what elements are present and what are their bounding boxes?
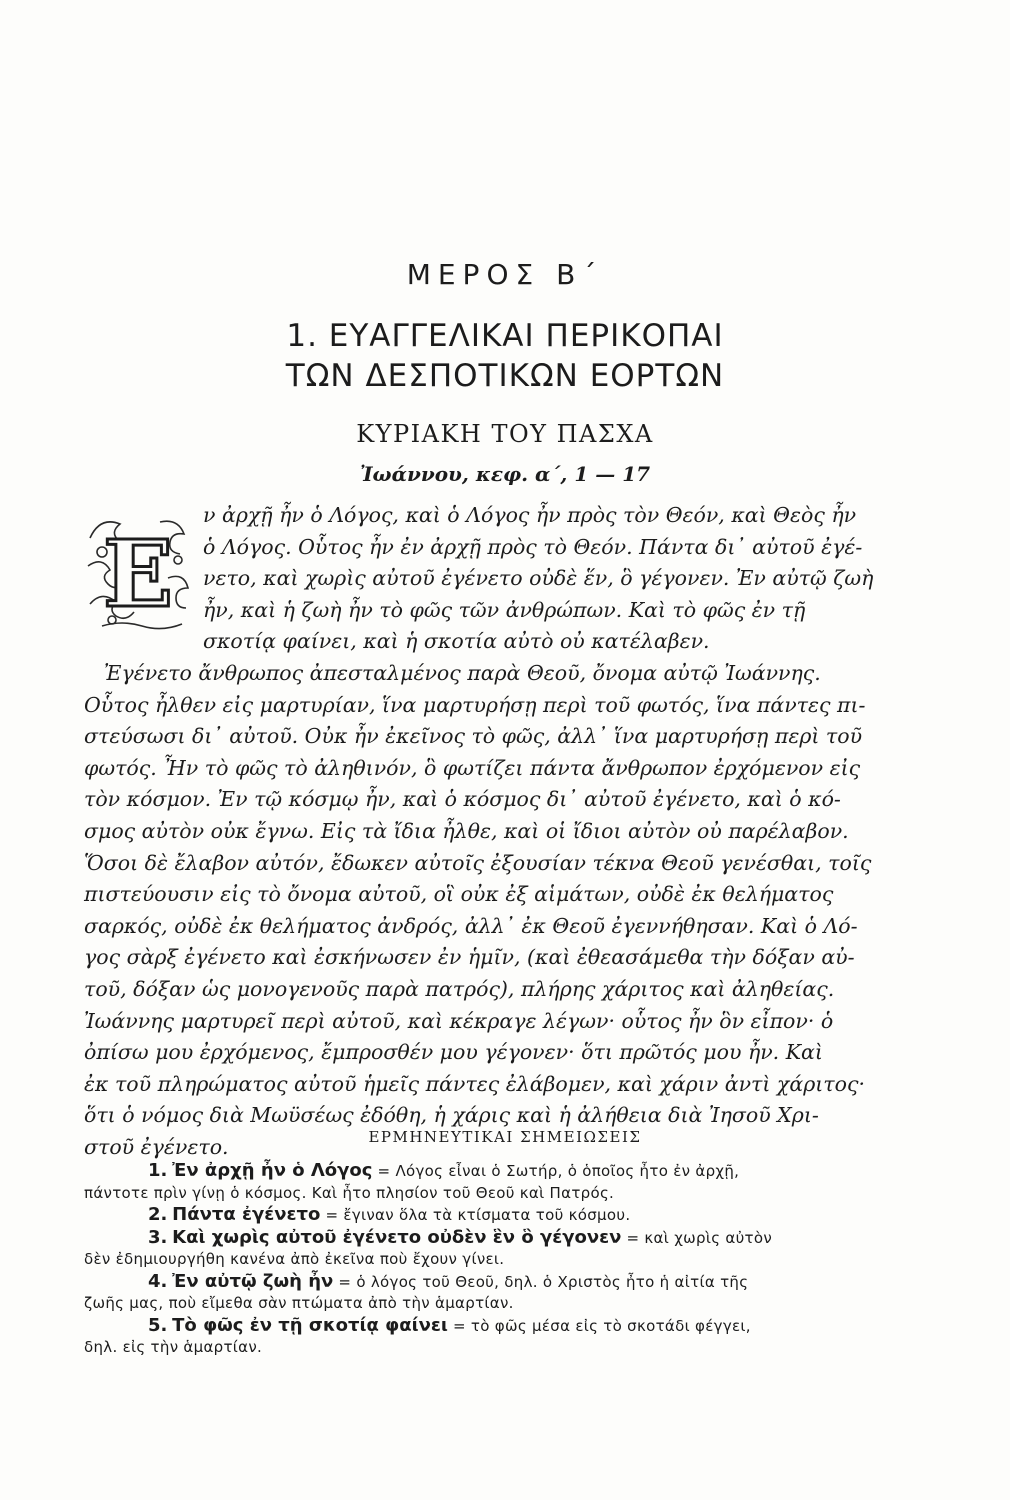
note-item <box>84 1271 924 1315</box>
part-heading: ΜΕΡΟΣ Β΄ <box>406 258 604 291</box>
gospel-line: γος σὰρξ ἐγένετο καὶ ἐσκήνωσεν ἐν ἡμῖν, (καὶ ἐθεασάμεθα τὴν δόξαν αὐ- <box>84 945 855 970</box>
note-separator: = <box>372 1162 396 1180</box>
note-number: 3. <box>148 1226 168 1248</box>
note-continuation: δηλ. εἰς τὴν ἁμαρτίαν. <box>84 1338 263 1356</box>
note-number: 2. <box>148 1204 168 1225</box>
note-term: Καὶ χωρὶς αὐτοῦ ἐγένετο οὐδὲν ἓν ὃ γέγονεν <box>172 1226 622 1248</box>
gospel-line: ὁ Λόγος. Οὗτος ἦν ἐν ἀρχῇ πρὸς τὸ Θεόν. Πάντα δι᾿ αὐτοῦ ἐγέ- <box>203 534 863 559</box>
day-title: ΚΥΡΙΑΚΗ ΤΟΥ ΠΑΣΧΑ <box>356 420 654 448</box>
gospel-line: φωτός. Ἦν τὸ φῶς τὸ ἀληθινόν, ὃ φωτίζει πάντα ἄνθρωπον ἐρχόμενον εἰς <box>84 755 861 780</box>
gospel-line: στοῦ ἐγένετο. <box>84 1134 229 1159</box>
gospel-line: νετο, καὶ χωρὶς αὐτοῦ ἐγένετο οὐδὲ ἕν, ὃ γέγονεν. Ἐν αὐτῷ ζωὴ <box>203 566 874 591</box>
note-term: Ἐν ἀρχῇ ἦν ὁ Λόγος <box>172 1160 373 1181</box>
gospel-text <box>84 500 924 1163</box>
gospel-line: τὸν κόσμον. Ἐν τῷ κόσμῳ ἦν, καὶ ὁ κόσμος δι᾿ αὐτοῦ ἐγένετο, καὶ ὁ κό- <box>84 787 841 812</box>
gospel-line: σαρκός, οὐδὲ ἐκ θελήματος ἀνδρός, ἀλλ᾿ ἐκ Θεοῦ ἐγεννήθησαν. Καὶ ὁ Λό- <box>84 913 858 938</box>
explanatory-notes <box>84 1160 924 1359</box>
note-separator: = <box>320 1206 344 1224</box>
note-separator: = <box>447 1316 471 1335</box>
gospel-line: σκοτίᾳ φαίνει, καὶ ἡ σκοτία αὐτὸ οὐ κατέλαβεν. <box>203 629 710 654</box>
section-title-line-2: ΤΩΝ ΔΕΣΠΟΤΙΚΩΝ ΕΟΡΤΩΝ <box>285 358 725 394</box>
gospel-line: Ὅσοι δὲ ἔλαβον αὐτόν, ἔδωκεν αὐτοῖς ἐξουσίαν τέκνα Θεοῦ γενέσθαι, τοῖς <box>84 850 872 875</box>
note-term: Τὸ φῶς ἐν τῇ σκοτίᾳ φαίνει <box>172 1314 448 1336</box>
gospel-line: ν ἀρχῇ ἦν ὁ Λόγος, καὶ ὁ Λόγος ἦν πρὸς τὸν Θεόν, καὶ Θεὸς ἦν <box>203 503 857 527</box>
note-definition: τὸ φῶς μέσα εἰς τὸ σκοτάδι φέγγει, <box>470 1316 751 1335</box>
note-definition: Λόγος εἶναι ὁ Σωτήρ, ὁ ὁποῖος ἦτο ἐν ἀρχῇ, <box>395 1162 740 1180</box>
note-item <box>84 1227 924 1271</box>
note-definition: καὶ χωρὶς αὐτὸν <box>644 1228 773 1247</box>
gospel-line: σμος αὐτὸν οὐκ ἔγνω. Εἰς τὰ ἴδια ἦλθε, καὶ οἱ ἴδιοι αὐτὸν οὐ παρέλαβον. <box>84 818 849 843</box>
note-number: 4. <box>148 1270 168 1292</box>
section-title-line-1: 1. ΕΥΑΓΓΕΛΙΚΑΙ ΠΕΡΙΚΟΠΑΙ <box>286 318 724 354</box>
gospel-line: ἦν, καὶ ἡ ζωὴ ἦν τὸ φῶς τῶν ἀνθρώπων. Καὶ τὸ φῶς ἐν τῇ <box>203 597 806 622</box>
note-number: 1. <box>148 1160 168 1181</box>
gospel-line: ὅτι ὁ νόμος διὰ Μωϋσέως ἐδόθη, ἡ χάρις καὶ ἡ ἀλήθεια διὰ Ἰησοῦ Χρι- <box>84 1103 819 1128</box>
gospel-line: ἐκ τοῦ πληρώματος αὐτοῦ ἡμεῖς πάντες ἐλάβομεν, καὶ χάριν ἀντὶ χάριτος· <box>84 1071 865 1096</box>
notes-title: ΕΡΜΗΝΕΥΤΙΚΑΙ ΣΗΜΕΙΩΣΕΙΣ <box>368 1128 642 1146</box>
note-continuation: δὲν ἐδημιουργήθη κανένα ἀπὸ ἐκεῖνα ποὺ ἔχουν γίνει. <box>84 1250 505 1268</box>
note-continuation: ζωῆς μας, ποὺ εἴμεθα σὰν πτώματα ἀπὸ τὴν ἁμαρτίαν. <box>84 1294 514 1312</box>
drop-cap-letter: Ε <box>102 520 174 628</box>
gospel-line: στεύσωσι δι᾿ αὐτοῦ. Οὐκ ἦν ἐκεῖνος τὸ φῶς, ἀλλ᾿ ἵνα μαρτυρήσῃ περὶ τοῦ <box>84 724 863 749</box>
note-number: 5. <box>148 1314 168 1336</box>
gospel-line: πιστεύουσιν εἰς τὸ ὄνομα αὐτοῦ, οἳ οὐκ ἐξ αἱμάτων, οὐδὲ ἐκ θελήματος <box>84 882 834 907</box>
note-separator: = <box>621 1228 645 1247</box>
note-separator: = <box>333 1272 357 1291</box>
note-definition: ἔγιναν ὅλα τὰ κτίσματα τοῦ κόσμου. <box>343 1206 631 1224</box>
gospel-line: ὀπίσω μου ἐρχόμενος, ἔμπροσθέν μου γέγονεν· ὅτι πρῶτός μου ἦν. Καὶ <box>84 1040 823 1065</box>
note-item <box>84 1204 924 1227</box>
note-term: Ἐν αὐτῷ ζωὴ ἦν <box>172 1270 334 1292</box>
note-item <box>84 1160 924 1204</box>
gospel-line: Ἰωάννης μαρτυρεῖ περὶ αὐτοῦ, καὶ κέκραγε λέγων· οὗτος ἦν ὃν εἶπον· ὁ <box>84 1008 834 1033</box>
scripture-reference: Ἰωάννου, κεφ. α΄, 1 — 17 <box>359 462 651 486</box>
note-term: Πάντα ἐγένετο <box>172 1204 321 1225</box>
gospel-line: Ἐγένετο ἄνθρωπος ἀπεσταλμένος παρὰ Θεοῦ, ὄνομα αὐτῷ Ἰωάννης. <box>104 660 821 685</box>
gospel-line: τοῦ, δόξαν ὡς μονογενοῦς παρὰ πατρός), πλήρης χάριτος καὶ ἀληθείας. <box>84 976 835 1001</box>
note-item <box>84 1315 924 1359</box>
note-definition: ὁ λόγος τοῦ Θεοῦ, δηλ. ὁ Χριστὸς ἦτο ἡ αἰτία τῆς <box>356 1272 749 1291</box>
gospel-line: Οὗτος ἦλθεν εἰς μαρτυρίαν, ἵνα μαρτυρήσῃ περὶ τοῦ φωτός, ἵνα πάντες πι- <box>84 692 866 717</box>
note-continuation: πάντοτε πρὶν γίνῃ ὁ κόσμος. Καὶ ἦτο πλησίον τοῦ Θεοῦ καὶ Πατρός. <box>84 1183 615 1202</box>
